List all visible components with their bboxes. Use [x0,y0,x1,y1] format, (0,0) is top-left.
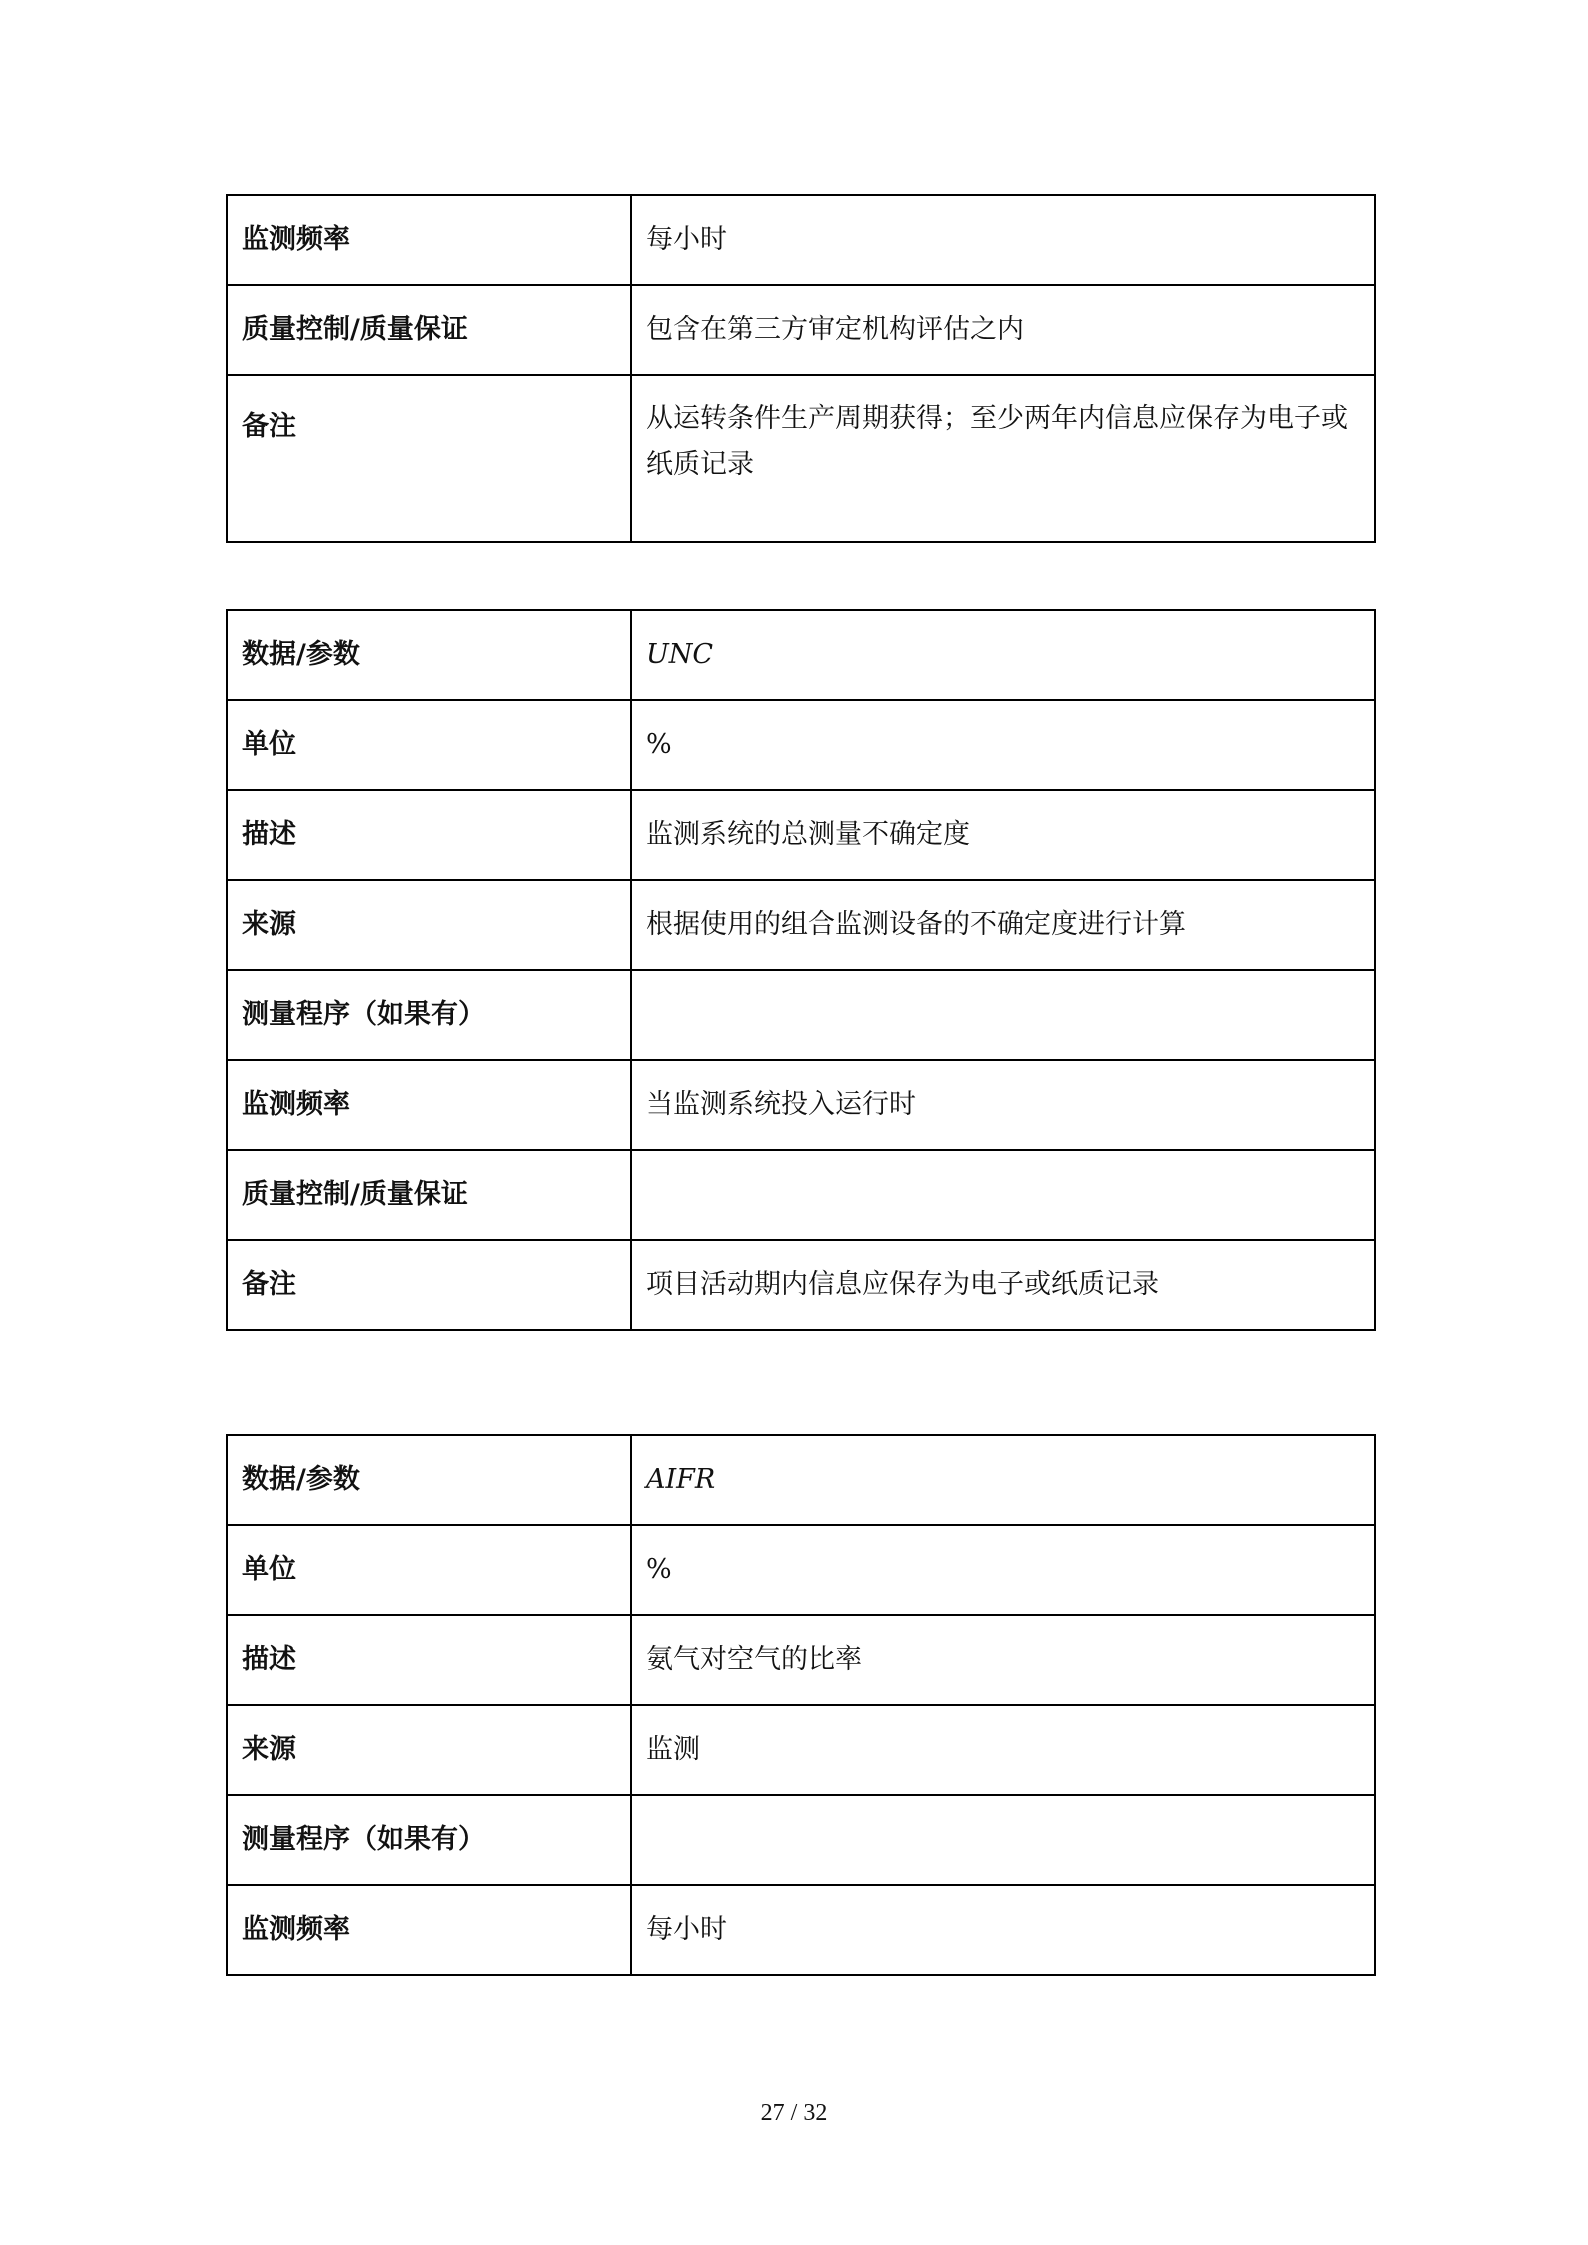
row-value: 从运转条件生产周期获得；至少两年内信息应保存为电子或纸质记录 [631,375,1375,542]
row-value [631,1150,1375,1240]
table-row [227,610,1375,700]
table-row [227,1795,1375,1885]
page-number: 27 / 32 [760,2100,828,2126]
row-label: 数据/参数 [227,610,631,700]
row-label: 描述 [227,1615,631,1705]
table-row [227,1240,1375,1330]
table-row [227,700,1375,790]
row-value: % [631,1525,1375,1615]
row-label: 监测频率 [227,195,631,285]
row-value: 包含在第三方审定机构评估之内 [631,285,1375,375]
row-value [631,1795,1375,1885]
row-label: 单位 [227,700,631,790]
row-value: AIFR [631,1435,1375,1525]
row-label: 质量控制/质量保证 [227,1150,631,1240]
row-label: 监测频率 [227,1060,631,1150]
row-label: 备注 [227,375,631,542]
row-label: 数据/参数 [227,1435,631,1525]
row-value: 根据使用的组合监测设备的不确定度进行计算 [631,880,1375,970]
row-value: % [631,700,1375,790]
table-row [227,195,1375,285]
row-label: 测量程序（如果有） [227,970,631,1060]
row-value: 氨气对空气的比率 [631,1615,1375,1705]
row-value: UNC [631,610,1375,700]
row-label: 描述 [227,790,631,880]
row-label: 质量控制/质量保证 [227,285,631,375]
row-label: 监测频率 [227,1885,631,1975]
table-row [227,1705,1375,1795]
row-label: 单位 [227,1525,631,1615]
row-label: 测量程序（如果有） [227,1795,631,1885]
table-row [227,1435,1375,1525]
parameter-table-unc [226,609,1376,1331]
row-value: 每小时 [631,195,1375,285]
table-row [227,970,1375,1060]
row-label: 来源 [227,880,631,970]
row-value: 监测系统的总测量不确定度 [631,790,1375,880]
table-row [227,375,1375,542]
table-row [227,1615,1375,1705]
row-value: 当监测系统投入运行时 [631,1060,1375,1150]
table-row [227,1525,1375,1615]
table-row [227,1150,1375,1240]
row-label: 来源 [227,1705,631,1795]
table-row [227,1060,1375,1150]
row-value [631,970,1375,1060]
table-row [227,790,1375,880]
table-row [227,1885,1375,1975]
row-value: 每小时 [631,1885,1375,1975]
row-value: 监测 [631,1705,1375,1795]
parameter-table-aifr [226,1434,1376,1976]
row-value: 项目活动期内信息应保存为电子或纸质记录 [631,1240,1375,1330]
parameter-table-continued [226,194,1376,543]
table-row [227,285,1375,375]
row-label: 备注 [227,1240,631,1330]
table-row [227,880,1375,970]
